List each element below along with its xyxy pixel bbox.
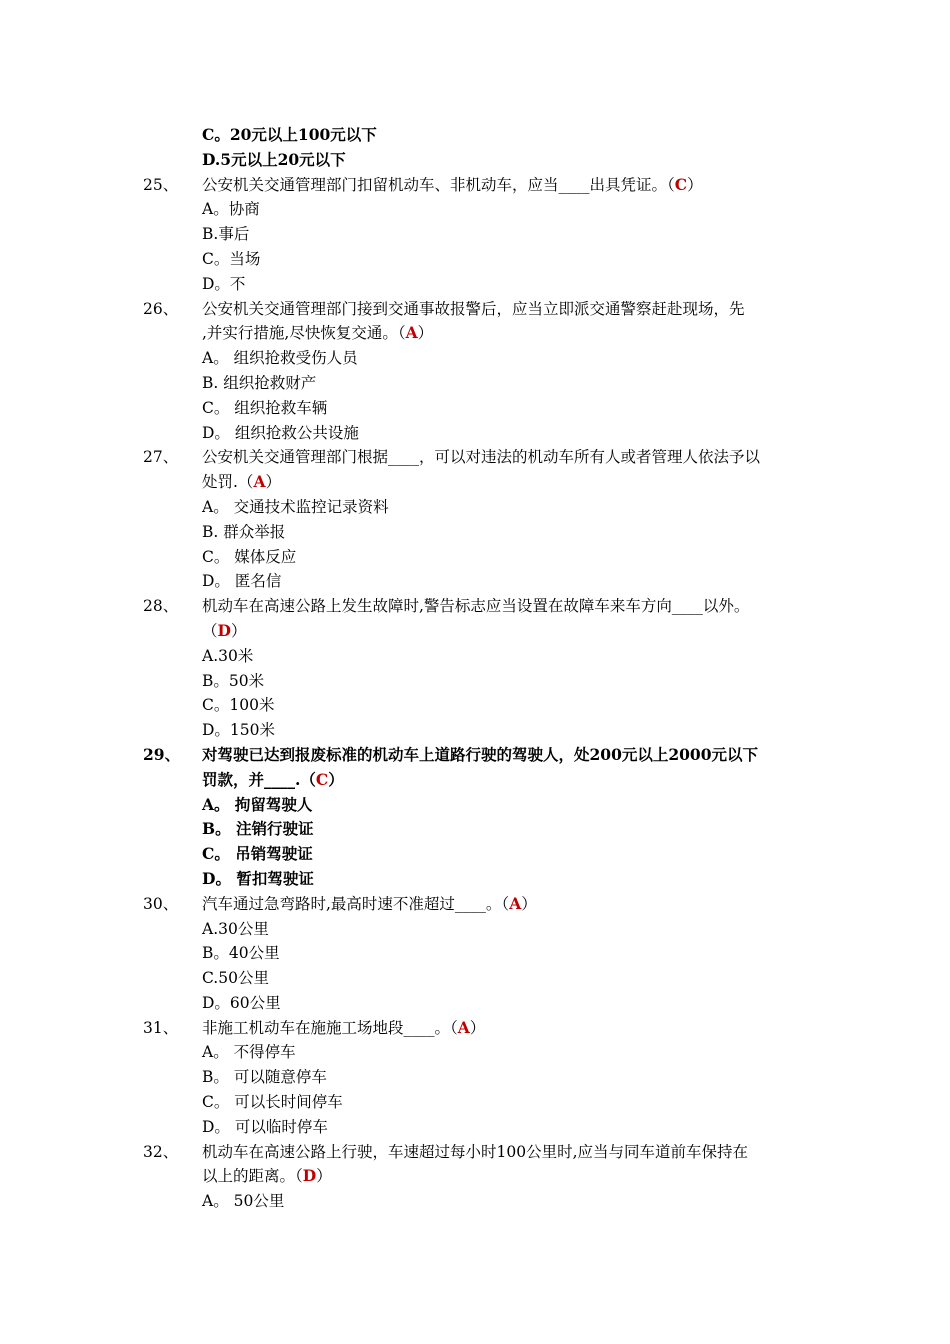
text-line	[0, 842, 950, 867]
text-content: 罚款，并____.（	[202, 769, 316, 789]
closing-paren: ）	[265, 473, 281, 492]
text-line	[0, 917, 950, 942]
line-text	[202, 520, 285, 545]
question-line	[0, 743, 950, 768]
closing-paren: ）	[417, 324, 434, 343]
text-content: A。 50公里	[202, 1192, 285, 1211]
text-line	[0, 371, 950, 396]
line-text	[202, 693, 274, 718]
line-text	[202, 321, 433, 346]
text-content: C。100米	[202, 696, 275, 715]
text-content: D。 匿名信	[202, 572, 282, 591]
question-number: 29、	[143, 744, 181, 764]
line-text	[202, 867, 314, 892]
text-content: D。 可以临时停车	[202, 1117, 328, 1136]
answer-letter: C	[315, 769, 329, 789]
text-content: B。 可以随意停车	[202, 1068, 327, 1087]
text-line	[0, 1189, 950, 1214]
line-text	[202, 197, 260, 222]
text-content: 以上的距离。（	[202, 1167, 303, 1186]
line-text	[202, 669, 264, 694]
text-content: 汽车通过急弯路时,最高时速不准超过____。（	[202, 894, 510, 913]
text-line	[0, 520, 950, 545]
closing-paren: ）	[469, 1018, 486, 1037]
text-line	[0, 545, 950, 570]
text-line	[0, 222, 950, 247]
text-line	[0, 421, 950, 446]
text-content: C.50公里	[202, 969, 269, 988]
line-text	[202, 1140, 748, 1165]
text-content: C。20元以上100元以下	[202, 125, 377, 144]
line-text	[202, 272, 245, 297]
question-number: 31、	[143, 1018, 179, 1037]
text-content: B。40公里	[202, 944, 280, 963]
text-content: B. 群众举报	[202, 522, 286, 541]
line-text	[202, 1016, 485, 1041]
text-content: C。当场	[202, 249, 261, 268]
text-line	[0, 148, 950, 173]
closing-paren: ）	[521, 894, 537, 913]
text-line	[0, 817, 950, 842]
line-text	[202, 817, 314, 842]
line-text	[202, 594, 749, 619]
text-line	[0, 346, 950, 371]
text-content: C。 可以长时间停车	[202, 1093, 343, 1112]
line-text	[202, 941, 280, 966]
text-content: D。 组织抢救公共设施	[202, 423, 359, 442]
answer-letter: A	[253, 472, 266, 492]
text-content: B.事后	[202, 225, 250, 244]
line-text	[202, 1040, 296, 1065]
answer-letter: A	[509, 893, 522, 913]
text-line	[0, 197, 950, 222]
text-line	[0, 793, 950, 818]
line-text	[202, 421, 359, 446]
question-line	[0, 297, 950, 322]
text-content: B。50米	[202, 671, 265, 690]
line-text	[202, 470, 281, 495]
text-line	[0, 1090, 950, 1115]
line-text	[202, 396, 327, 421]
question-line	[0, 173, 950, 198]
question-number: 27、	[143, 448, 179, 467]
line-text	[202, 966, 269, 991]
line-text	[202, 297, 745, 322]
answer-letter: D	[302, 1166, 317, 1186]
text-line	[0, 669, 950, 694]
closing-paren: ）	[316, 1167, 332, 1186]
question-number: 30、	[143, 894, 179, 913]
text-content: A。 组织抢救受伤人员	[202, 349, 358, 368]
line-text	[202, 1164, 332, 1189]
line-text	[202, 1189, 284, 1214]
text-line	[0, 247, 950, 272]
text-content: D。150米	[202, 721, 276, 740]
line-text	[202, 768, 344, 793]
text-content: 机动车在高速公路上行驶，车速超过每小时100公里时,应当与同车道前车保持在	[202, 1142, 749, 1161]
text-content: A.30公里	[202, 919, 269, 938]
text-line	[0, 768, 950, 793]
closing-paren: ）	[328, 769, 344, 789]
line-text	[202, 445, 760, 470]
question-number: 26、	[143, 299, 179, 318]
question-number: 25、	[143, 175, 179, 194]
text-line	[0, 470, 950, 495]
text-content: 非施工机动车在施施工场地段____。（	[202, 1018, 458, 1037]
text-line	[0, 272, 950, 297]
text-content: B. 组织抢救财产	[202, 373, 317, 392]
answer-letter: C	[674, 174, 688, 194]
text-content: 处罚.（	[202, 473, 254, 492]
text-line	[0, 1065, 950, 1090]
text-content: 公安机关交通管理部门根据____，可以对违法的机动车所有人或者管理人依法予以	[202, 448, 761, 467]
answer-letter: D	[217, 620, 231, 640]
text-line	[0, 941, 950, 966]
text-line	[0, 321, 950, 346]
text-content: D。 暂扣驾驶证	[202, 868, 314, 888]
line-text	[202, 495, 389, 520]
line-text	[202, 123, 377, 148]
closing-paren: ）	[687, 175, 703, 194]
answer-letter: A	[405, 323, 418, 343]
answer-letter: A	[457, 1017, 470, 1037]
text-content: A。协商	[202, 200, 260, 219]
text-content: D。不	[202, 274, 246, 293]
line-text	[202, 1090, 343, 1115]
line-text	[202, 148, 346, 173]
text-content: 公安机关交通管理部门接到交通事故报警后，应当立即派交通警察赶赴现场，先	[202, 299, 745, 318]
text-content: C。 媒体反应	[202, 547, 297, 566]
question-line	[0, 594, 950, 619]
line-text	[202, 917, 269, 942]
question-line	[0, 445, 950, 470]
line-text	[202, 619, 246, 644]
text-line	[0, 619, 950, 644]
document-page	[0, 123, 950, 1214]
text-content: （	[202, 621, 218, 640]
line-text	[202, 545, 296, 570]
question-line	[0, 892, 950, 917]
text-line	[0, 1115, 950, 1140]
line-text	[202, 1115, 328, 1140]
line-text	[202, 346, 358, 371]
text-line	[0, 867, 950, 892]
text-content: C。 吊销驾驶证	[202, 844, 313, 864]
line-text	[202, 743, 758, 768]
text-content: A.30米	[202, 646, 254, 665]
text-line	[0, 1164, 950, 1189]
line-text	[202, 842, 313, 867]
line-text	[202, 718, 275, 743]
text-content: 公安机关交通管理部门扣留机动车、非机动车，应当____出具凭证。（	[202, 175, 675, 194]
text-line	[0, 569, 950, 594]
line-text	[202, 247, 260, 272]
closing-paren: ）	[230, 621, 247, 640]
text-content: ,并实行措施,尽快恢复交通。（	[202, 324, 406, 343]
text-line	[0, 966, 950, 991]
text-content: A。 拘留驾驶人	[202, 794, 313, 814]
line-text	[202, 892, 537, 917]
text-line	[0, 396, 950, 421]
question-number: 28、	[143, 597, 179, 616]
text-line	[0, 991, 950, 1016]
text-content: B。 注销行驶证	[202, 819, 314, 839]
line-text	[202, 569, 281, 594]
line-text	[202, 793, 312, 818]
question-number: 32、	[143, 1142, 179, 1161]
text-content: 对驾驶已达到报废标准的机动车上道路行驶的驾驶人，处200元以上2000元以下	[202, 744, 758, 764]
text-content: D。60公里	[202, 993, 281, 1012]
line-text	[202, 644, 253, 669]
text-content: D.5元以上20元以下	[202, 149, 346, 169]
text-line	[0, 718, 950, 743]
line-text	[202, 222, 249, 247]
text-line	[0, 644, 950, 669]
line-text	[202, 173, 703, 198]
line-text	[202, 1065, 327, 1090]
question-line	[0, 1016, 950, 1041]
text-content: A。 交通技术监控记录资料	[202, 497, 389, 516]
text-line	[0, 495, 950, 520]
line-text	[202, 991, 281, 1016]
question-line	[0, 1140, 950, 1165]
text-line	[0, 123, 950, 148]
text-content: A。 不得停车	[202, 1043, 296, 1062]
text-line	[0, 693, 950, 718]
text-content: C。 组织抢救车辆	[202, 398, 328, 417]
line-text	[202, 371, 316, 396]
text-content: 机动车在高速公路上发生故障时,警告标志应当设置在故障车来车方向____以外。	[202, 597, 750, 616]
text-line	[0, 1040, 950, 1065]
